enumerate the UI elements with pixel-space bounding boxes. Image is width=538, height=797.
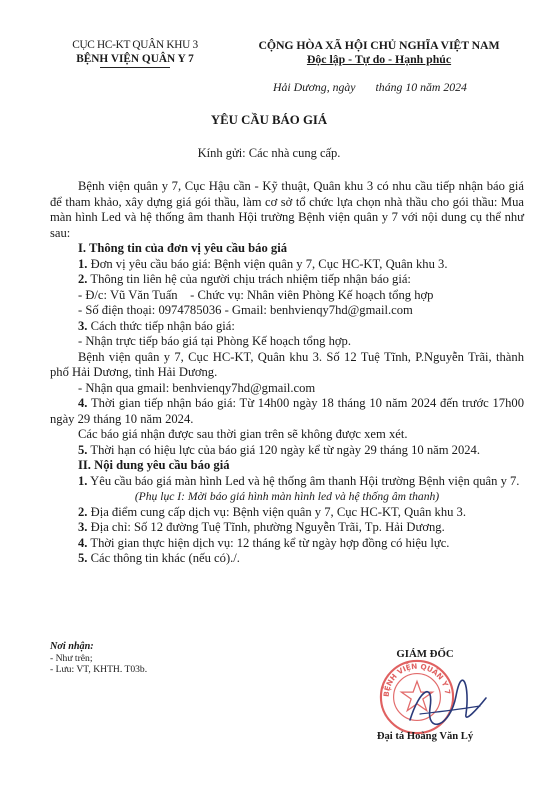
- recipients-line-2: - Lưu: VT, KHTH. T03b.: [50, 664, 148, 675]
- receive-direct: - Nhận trực tiếp báo giá tại Phòng Kế hoạch tổng hợp.: [78, 334, 351, 348]
- s2-item-3-text: Địa chỉ: Số 12 đường Tuệ Tĩnh, phường Nguyễn Trãi, Tp. Hải Dương.: [87, 520, 445, 534]
- s2-item-5-text: Các thông tin khác (nếu có)./.: [87, 551, 240, 565]
- appendix-note: (Phụ lục I: Mời báo giá hình màn hình led và hệ thống âm thanh): [134, 490, 440, 503]
- parent-agency: CỤC HC-KT QUÂN KHU 3: [72, 39, 198, 51]
- s1-item-1-text: Đơn vị yêu cầu báo giá: Bệnh viện quân y 7, Cục HC-KT, Quân khu 3.: [87, 256, 448, 271]
- date-month-year: tháng 10 năm 2024: [375, 80, 467, 94]
- address-paragraph: Bệnh viện quân y 7, Cục HC-KT, Quân khu 3. Số 12 Tuệ Tĩnh, P.Nguyễn Trãi, thành phố Hải Dương, tỉnh Hải Dương.: [50, 349, 524, 379]
- s2-item-2-number: 2.: [78, 504, 88, 519]
- s1-item-2-number: 2.: [78, 272, 88, 286]
- s1-item-4: [50, 396, 524, 427]
- late-note: Các báo giá nhận được sau thời gian trên sẽ không được xem xét.: [78, 427, 408, 441]
- receive-email: - Nhận qua gmail: benhvienqy7hd@gmail.com: [78, 380, 316, 395]
- s2-item-3: [50, 520, 524, 536]
- handwritten-signature-icon: [400, 668, 490, 738]
- s2-item-1-text: Yêu cầu báo giá màn hình Led và hệ thống âm thanh Hội trường Bệnh viện quân y 7.: [87, 473, 520, 488]
- document-date: [273, 80, 467, 95]
- s2-item-1-number: 1.: [78, 473, 88, 488]
- s2-item-4: [50, 536, 524, 552]
- greeting: Kính gửi: Các nhà cung cấp.: [197, 146, 341, 160]
- signer-role: GIÁM ĐỐC: [396, 648, 454, 660]
- s1-item-4-text: Thời gian tiếp nhận báo giá: Từ 14h00 ngày 18 tháng 10 năm 2024 đến trước 17h00 ngày 29 tháng 10 năm 2024.: [50, 396, 524, 426]
- s1-item-3-text: Cách thức tiếp nhận báo giá:: [87, 318, 235, 333]
- s1-item-2: [50, 272, 524, 288]
- agency-header: [60, 38, 210, 68]
- s1-item-1: [50, 257, 524, 273]
- s1-item-5-number: 5.: [78, 442, 88, 457]
- s1-item-4-number: 4.: [78, 396, 88, 410]
- s2-item-3-number: 3.: [78, 520, 88, 534]
- document-title: YÊU CẦU BÁO GIÁ: [210, 113, 328, 127]
- agency-name: BỆNH VIỆN QUÂN Y 7: [76, 53, 194, 65]
- document-body: [50, 179, 524, 567]
- contact-person: - Đ/c: Vũ Văn Tuấn - Chức vụ: Nhân viên Phòng Kế hoạch tổng hợp: [78, 287, 434, 302]
- recipients-block: [50, 641, 250, 676]
- s1-item-2-text: Thông tin liên hệ của người chịu trách nhiệm tiếp nhận báo giá:: [87, 272, 411, 286]
- signer-name: Đại tá Hoàng Văn Lý: [376, 731, 474, 742]
- recipients-title: Nơi nhận:: [50, 641, 94, 652]
- svg-text:BỆNH VIỆN QUÂN Y 7: BỆNH VIỆN QUÂN Y 7: [381, 661, 453, 698]
- signature-block: [360, 648, 490, 742]
- section-1-heading: I. Thông tin của đơn vị yêu cầu báo giá: [78, 241, 287, 255]
- s1-item-5: [50, 443, 524, 459]
- recipients-line-1: - Như trên;: [50, 652, 93, 664]
- s2-item-2-text: Địa điểm cung cấp dịch vụ: Bệnh viện quân y 7, Cục HC-KT, Quân khu 3.: [87, 504, 467, 519]
- s2-item-1: [50, 474, 524, 490]
- s1-item-5-text: Thời hạn có hiệu lực của báo giá 120 ngày kể từ ngày 29 tháng 10 năm 2024.: [87, 442, 481, 457]
- s2-item-4-number: 4.: [78, 535, 88, 550]
- s2-item-5: [50, 551, 524, 567]
- agency-underline: [100, 67, 170, 68]
- s2-item-2: [50, 505, 524, 521]
- nation-motto: Độc lập - Tự do - Hạnh phúc: [306, 52, 452, 66]
- s2-item-4-text: Thời gian thực hiện dịch vụ: 12 tháng kể từ ngày hợp đồng có hiệu lực.: [87, 535, 450, 550]
- s1-item-1-number: 1.: [78, 256, 88, 271]
- contact-phone-email: - Số điện thoại: 0974785036 - Gmail: benhvienqy7hd@gmail.com: [78, 303, 413, 317]
- section-2-heading: II. Nội dung yêu cầu báo giá: [78, 458, 230, 472]
- s2-item-5-number: 5.: [78, 551, 88, 565]
- date-place-day: Hải Dương, ngày: [273, 80, 356, 94]
- s1-item-3: [50, 319, 524, 335]
- intro-paragraph: Bệnh viện quân y 7, Cục Hậu cần - Kỹ thuật, Quân khu 3 có nhu cầu tiếp nhận báo giá để tham khảo, xây dựng giá gói thầu, làm cơ sở tổ chức lựa chọn nhà thầu cho gói thầu: Mua màn hình Led và hệ thống âm thanh Hội trường Bệnh viện quân y 7 với nội dung cụ thể như sau:: [50, 179, 524, 240]
- nation-title: CỘNG HÒA XÃ HỘI CHỦ NGHĨA VIỆT NAM: [258, 38, 500, 52]
- national-header: [238, 38, 520, 66]
- s1-item-3-number: 3.: [78, 318, 88, 333]
